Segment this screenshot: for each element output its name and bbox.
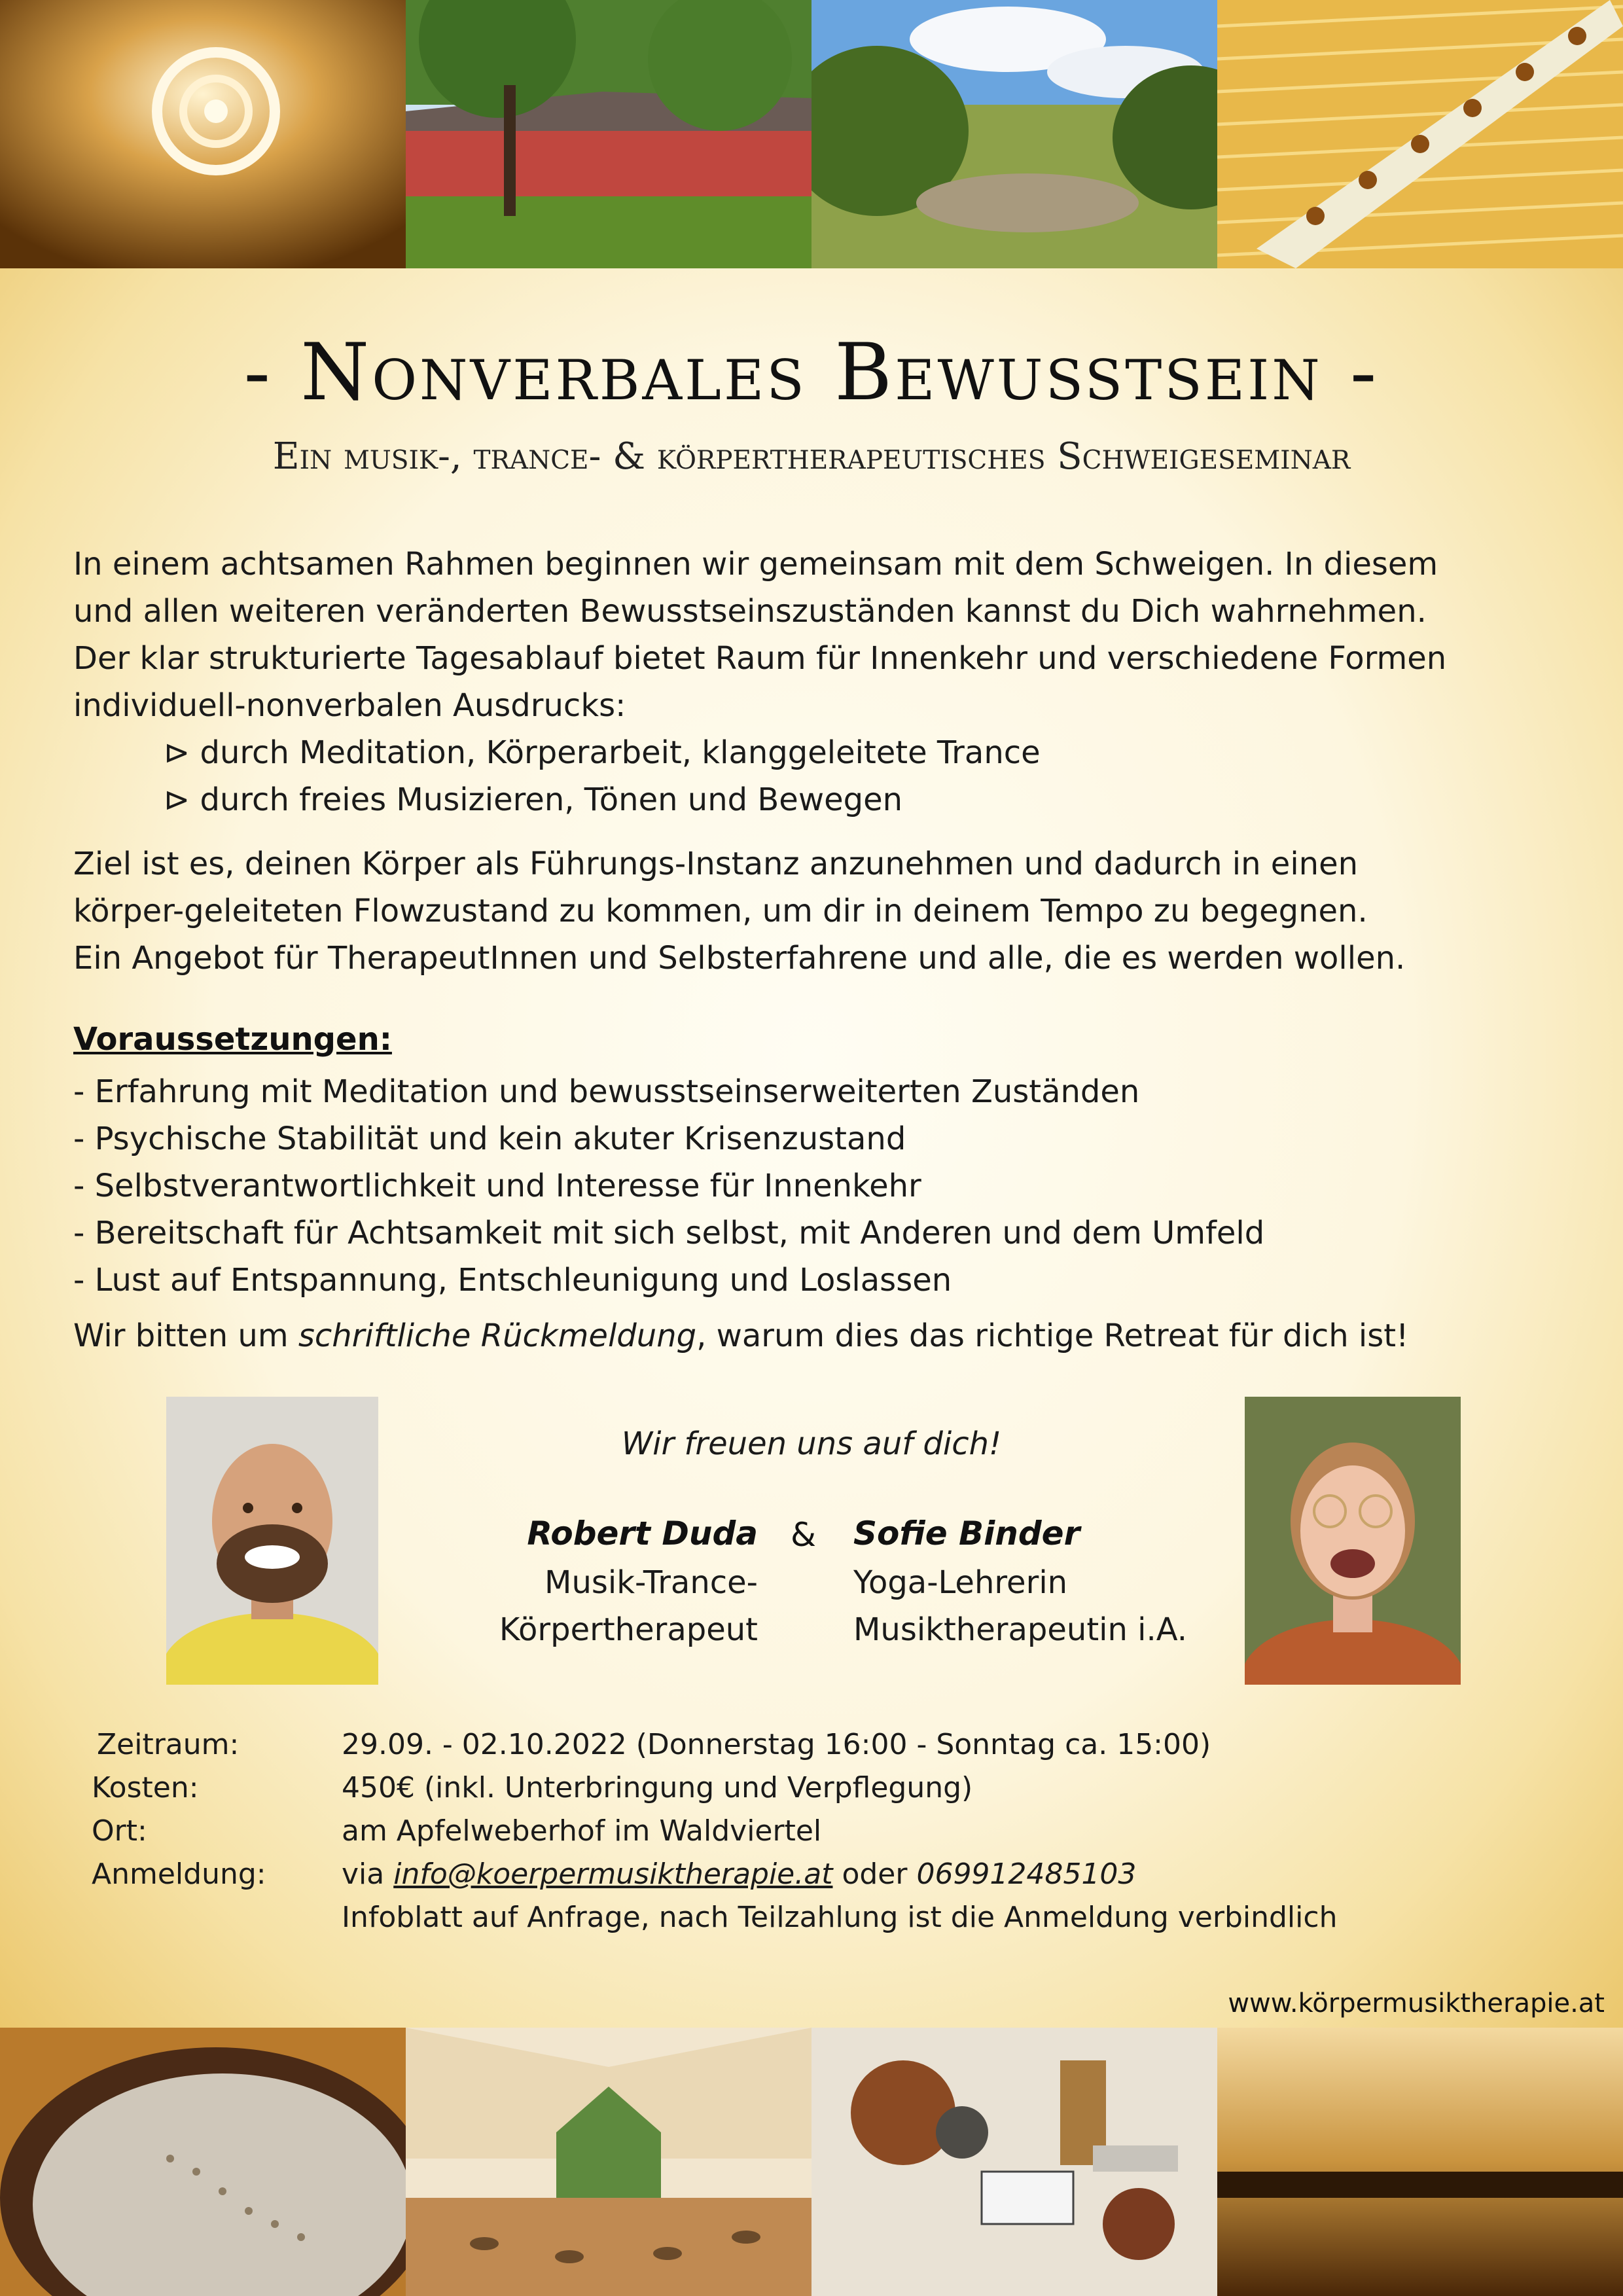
zeitraum-label: Zeitraum: <box>97 1728 240 1761</box>
zeitraum-value: 29.09. - 02.10.2022 (Donnerstag 16:00 - Sonntag ca. 15:00) <box>342 1728 1211 1761</box>
host-role-line: Yoga-Lehrerin <box>853 1564 1068 1601</box>
ort-value: am Apfelweberhof im Waldviertel <box>342 1814 822 1848</box>
goal-paragraph <box>73 840 1578 982</box>
website-url[interactable]: www.körpermusiktherapie.at <box>1228 1988 1605 2018</box>
photo-shell-spiral <box>0 0 406 268</box>
kosten-label: Kosten: <box>92 1771 199 1804</box>
welcome-text: Wir freuen uns auf dich! <box>621 1426 1002 1462</box>
host-role-line: Körpertherapeut <box>499 1611 758 1648</box>
intro-paragraph <box>73 541 1578 729</box>
host-role-line: Musik-Trance- <box>544 1564 758 1601</box>
goal-line: Ein Angebot für TherapeutInnen und Selbsterfahrene und alle, die es werden wollen. <box>73 940 1406 977</box>
goal-line: körper-geleiteten Flowzustand zu kommen, um dir in deinem Tempo zu begegnen. <box>73 893 1368 929</box>
intro-bullets <box>164 729 1041 823</box>
requirements-heading: Voraussetzungen: <box>73 1021 392 1058</box>
host-role-sofie <box>853 1559 1187 1653</box>
bullet-item: ⊳ durch Meditation, Körperarbeit, klanggeleitete Trance <box>164 734 1041 771</box>
photo-red-farmhouse <box>406 0 812 268</box>
photo-meadow-firepit <box>812 0 1217 268</box>
anmeldung-note: Infoblatt auf Anfrage, nach Teilzahlung ist die Anmeldung verbindlich <box>342 1901 1338 1934</box>
feedback-after: , warum dies das richtige Retreat für dich ist! <box>696 1318 1409 1354</box>
photo-ocean-drum <box>0 2028 406 2296</box>
page-subtitle: Ein musik-, trance- & körpertherapeutisches Schweigeseminar <box>272 435 1351 478</box>
host-role-line: Musiktherapeutin i.A. <box>853 1611 1187 1648</box>
feedback-request <box>73 1318 1408 1354</box>
requirement-item: - Bereitschaft für Achtsamkeit mit sich selbst, mit Anderen und dem Umfeld <box>73 1215 1265 1251</box>
requirements-list <box>73 1068 1264 1304</box>
intro-line: und allen weiteren veränderten Bewusstseinszuständen kannst du Dich wahrnehmen. <box>73 593 1427 630</box>
requirement-item: - Erfahrung mit Meditation und bewusstseinserweiterten Zuständen <box>73 1073 1140 1110</box>
ort-label: Ort: <box>92 1814 147 1848</box>
feedback-before: Wir bitten um <box>73 1318 298 1354</box>
kosten-value: 450€ (inkl. Unterbringung und Verpflegung) <box>342 1771 973 1804</box>
photo-frame-drum <box>1217 2028 1623 2296</box>
host-name-sofie: Sofie Binder <box>853 1515 1080 1552</box>
feedback-emphasis: schriftliche Rückmeldung <box>298 1318 697 1354</box>
intro-line: In einem achtsamen Rahmen beginnen wir gemeinsam mit dem Schweigen. In diesem <box>73 546 1438 583</box>
intro-line: individuell-nonverbalen Ausdrucks: <box>73 687 626 724</box>
ampersand: & <box>791 1516 816 1554</box>
photo-seminar-room <box>406 2028 812 2296</box>
anmeldung-label: Anmeldung: <box>92 1857 266 1891</box>
host-name-robert: Robert Duda <box>527 1515 758 1552</box>
host-role-robert <box>499 1559 758 1653</box>
top-photo-strip <box>0 0 1623 268</box>
bottom-photo-strip <box>0 2028 1623 2296</box>
requirement-item: - Selbstverantwortlichkeit und Interesse für Innenkehr <box>73 1168 921 1204</box>
goal-line: Ziel ist es, deinen Körper als Führungs-Instanz anzunehmen und dadurch in einen <box>73 846 1359 882</box>
anmeldung-value <box>342 1857 1136 1891</box>
photo-instruments <box>812 2028 1217 2296</box>
anmeldung-oder: oder <box>832 1857 917 1891</box>
requirement-item: - Lust auf Entspannung, Entschleunigung und Loslassen <box>73 1262 952 1299</box>
intro-line: Der klar strukturierte Tagesablauf bietet Raum für Innenkehr und verschiedene Formen <box>73 640 1447 677</box>
requirement-item: - Psychische Stabilität und kein akuter Krisenzustand <box>73 1121 906 1157</box>
bullet-item: ⊳ durch freies Musizieren, Tönen und Bewegen <box>164 781 903 818</box>
photo-harp-strings <box>1217 0 1623 268</box>
anmeldung-via: via <box>342 1857 394 1891</box>
email-link[interactable]: info@koerpermusiktherapie.at <box>393 1857 833 1891</box>
page-title: - Nonverbales Bewusstsein - <box>243 327 1380 418</box>
phone-number: 069912485103 <box>916 1857 1137 1891</box>
